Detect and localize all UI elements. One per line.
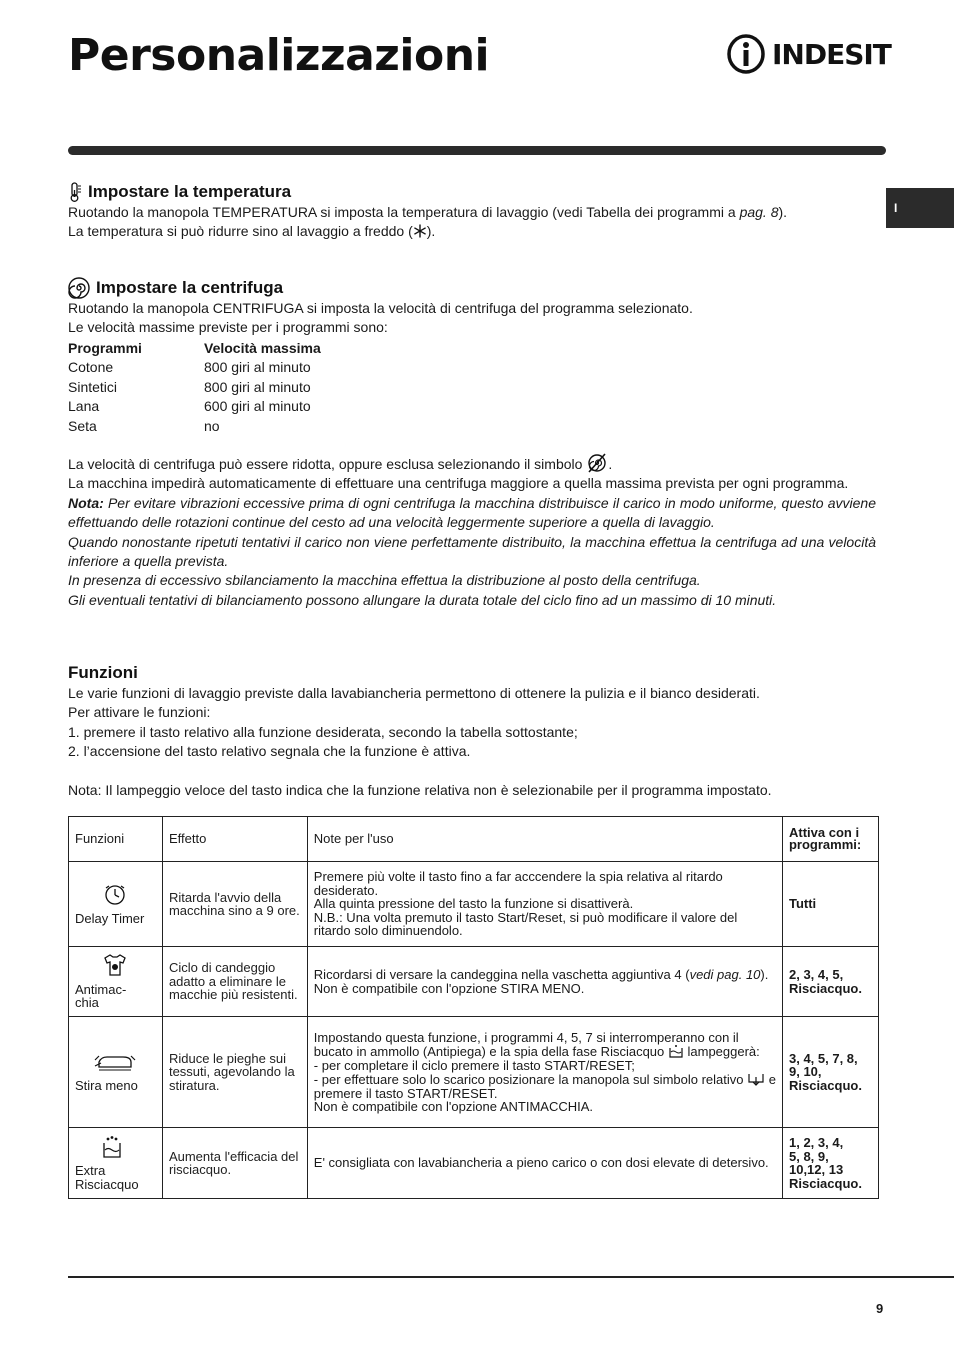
centrifuga-prevent-text: La macchina impedirà automaticamente di effettuare una centrifuga maggiore a quella massima prevista per ogni programma. [68, 475, 849, 492]
brand-name: INDESIT [772, 37, 891, 71]
speed-program: Lana [68, 398, 100, 415]
funzioni-table [68, 816, 879, 1199]
temperatura-heading [68, 182, 291, 202]
speed-value: 800 giri al minuto [204, 378, 311, 395]
note-text: Impostando questa funzione, i programmi 4, 5, 7 si interromperanno con il bucato in ammollo (Antipiega) e la spia della fase Risciacquo [313, 1029, 739, 1059]
indesit-logo [726, 32, 891, 76]
function-programs: 3, 4, 5, 7, 8, 9, 10, Risciacquo. [782, 1017, 878, 1128]
function-programs: 2, 3, 4, 5, Risciacquo. [782, 947, 878, 1017]
table-row [69, 1017, 879, 1128]
table-header-row [69, 817, 879, 862]
centrifuga-details [68, 453, 876, 610]
function-note [307, 947, 782, 1017]
drain-icon [747, 1072, 765, 1086]
funzioni-step-2: 2. l’accensione del tasto relativo segnala che la funzione è attiva. [68, 743, 471, 760]
function-name: Antimac- chia [75, 981, 127, 1011]
funzioni-activate: Per attivare le funzioni: [68, 704, 211, 721]
function-effect: Ritarda l'avvio della macchina sino a 9 ore. [162, 862, 307, 947]
centrifuga-intro1: Ruotando la manopola CENTRIFUGA si imposta la velocità di centrifuga del programma selezionato. [68, 300, 693, 316]
table-row [69, 947, 879, 1017]
function-name: Extra Risciacquo [75, 1163, 139, 1192]
function-effect: Riduce le pieghe sui tessuti, agevolando la stiratura. [162, 1017, 307, 1128]
nota-text-1: Per evitare vibrazioni eccessive prima di ogni centrifuga la macchina distribuisce il carico in modo uniforme, questo avviene effettuando delle rotazioni continue del cesto ad una velocità leggermente superiore a quella di lavaggio. [68, 494, 876, 531]
funzioni-step-1: 1. premere il tasto relativo alla funzione desiderata, secondo la tabella sottostante; [68, 723, 578, 740]
speed-value: no [204, 417, 220, 434]
temperatura-line1-end: ). [778, 204, 788, 220]
table-header: Funzioni [69, 817, 163, 862]
centrifuga-reduce-text: La velocità di centrifuga può essere ridotta, oppure esclusa selezionando il simbolo [68, 456, 587, 472]
temperatura-page-ref: pag. 8 [739, 204, 779, 220]
table-row [69, 1128, 879, 1199]
nota-text-4: Gli eventuali tentativi di bilanciamento possono allungare la durata totale del ciclo fino ad un massimo di 10 minuti. [68, 591, 777, 608]
temperatura-heading-text: Impostare la temperatura [88, 182, 292, 201]
snowflake-icon [413, 224, 427, 238]
table-header: Attiva con i programmi: [782, 817, 878, 862]
function-note [307, 1017, 782, 1128]
function-cell [69, 862, 163, 947]
delay-timer-icon [103, 883, 127, 907]
table-header: Effetto [162, 817, 307, 862]
funzioni-intro: Le varie funzioni di lavaggio previste dalla lavabiancheria permettono di ottenere la pulizia e il bianco desiderati. [68, 685, 760, 701]
indesit-i-logo [726, 34, 766, 74]
speed-table [68, 339, 321, 436]
nota-label: Nota: [68, 494, 104, 511]
function-note: Premere più volte il tasto fino a far acccendere la spia relativa al ritardo desiderato. Alla quinta pressione del tasto la funzione si disattiverà. N.B.: Una volta premuto il tasto Start/Reset, si può modificare il valore del ritardo solo diminuendolo. [307, 862, 782, 947]
rinse-icon [668, 1044, 684, 1058]
funzioni-heading [68, 663, 138, 683]
speed-row [68, 397, 321, 416]
speed-value: 800 giri al minuto [204, 359, 311, 376]
temperatura-line2-end: ). [426, 223, 436, 240]
funzioni-heading-text: Funzioni [68, 663, 138, 682]
note-text: lampeggerà: - per completare il ciclo premere il tasto START/RESET; - per effettuare solo lo scarico posizionare la manopola sul simbolo relativo [313, 1044, 760, 1087]
temperatura-line1: Ruotando la manopola TEMPERATURA si imposta la temperatura di lavaggio (vedi Tabella dei programmi a [68, 204, 740, 220]
centrifuga-heading [68, 277, 283, 299]
page-title: Personalizzazioni [68, 30, 490, 81]
speed-program: Sintetici [68, 378, 118, 395]
function-programs: Tutti [782, 862, 878, 947]
table-header: Note per l'uso [307, 817, 782, 862]
function-note: E' consigliata con lavabiancheria a pieno carico o con dosi elevate di detersivo. [307, 1128, 782, 1199]
footer-divider [68, 1276, 954, 1278]
language-tab: I [886, 188, 954, 228]
header-divider [68, 146, 886, 155]
page-number: 9 [876, 1301, 884, 1316]
function-cell [69, 1017, 163, 1128]
function-name: Stira meno [75, 1078, 138, 1093]
function-cell [69, 1128, 163, 1199]
function-effect: Aumenta l'efficacia del risciacquo. [162, 1128, 307, 1199]
speed-row [68, 378, 321, 397]
temperatura-text [68, 203, 876, 242]
centrifuga-reduce-end: . [608, 456, 613, 472]
speed-program: Cotone [68, 359, 114, 376]
note-page-ref: vedi pag. 10 [689, 967, 761, 982]
no-spin-icon [586, 453, 608, 473]
speed-col-velocita: Velocità massima [204, 340, 321, 356]
thermometer-icon [68, 182, 82, 202]
speed-value: 600 giri al minuto [204, 398, 311, 415]
funzioni-text [68, 684, 876, 800]
centrifuga-intro [68, 299, 876, 338]
speed-table-header [68, 339, 321, 358]
note-text: e premere il tasto START/RESET. Non è compatibile con l'opzione ANTIMACCHIA. [313, 1072, 776, 1114]
spin-spiral-icon [68, 277, 90, 299]
function-name: Delay Timer [75, 911, 145, 926]
speed-row [68, 358, 321, 377]
iron-icon [93, 1052, 137, 1074]
temperatura-line2: La temperatura si può ridurre sino al lavaggio a freddo ( [68, 223, 413, 240]
function-cell [69, 947, 163, 1017]
extra-rinse-icon [101, 1135, 123, 1159]
centrifuga-nota [68, 494, 876, 533]
nota-text-2: Quando nonostante ripetuti tentativi il carico non viene perfettamente distribuito, la macchina effettua la centrifuga ad una velocità inferiore a quella prevista. [68, 533, 876, 570]
centrifuga-heading-text: Impostare la centrifuga [96, 278, 284, 297]
note-text: ). Non è compatibile con l'opzione STIRA MENO. [313, 967, 769, 996]
nota-text-3: In presenza di eccessivo sbilanciamento la macchina effettua la distribuzione al posto della centrifuga. [68, 572, 701, 589]
function-programs: 1, 2, 3, 4, 5, 8, 9, 10,12, 13 Risciacquo. [782, 1128, 878, 1199]
speed-row [68, 417, 321, 436]
centrifuga-intro2: Le velocità massime previste per i programmi sono: [68, 319, 388, 336]
speed-col-programmi: Programmi [68, 340, 142, 356]
speed-program: Seta [68, 417, 97, 434]
stained-shirt-icon [102, 953, 128, 977]
note-text: Ricordarsi di versare la candeggina nella vaschetta aggiuntiva 4 ( [313, 967, 690, 982]
function-effect: Ciclo di candeggio adatto a eliminare le macchie più resistenti. [162, 947, 307, 1017]
funzioni-nota: Nota: Il lampeggio veloce del tasto indica che la funzione relativa non è selezionabile per il programma impostato. [68, 782, 772, 799]
table-row [69, 862, 879, 947]
